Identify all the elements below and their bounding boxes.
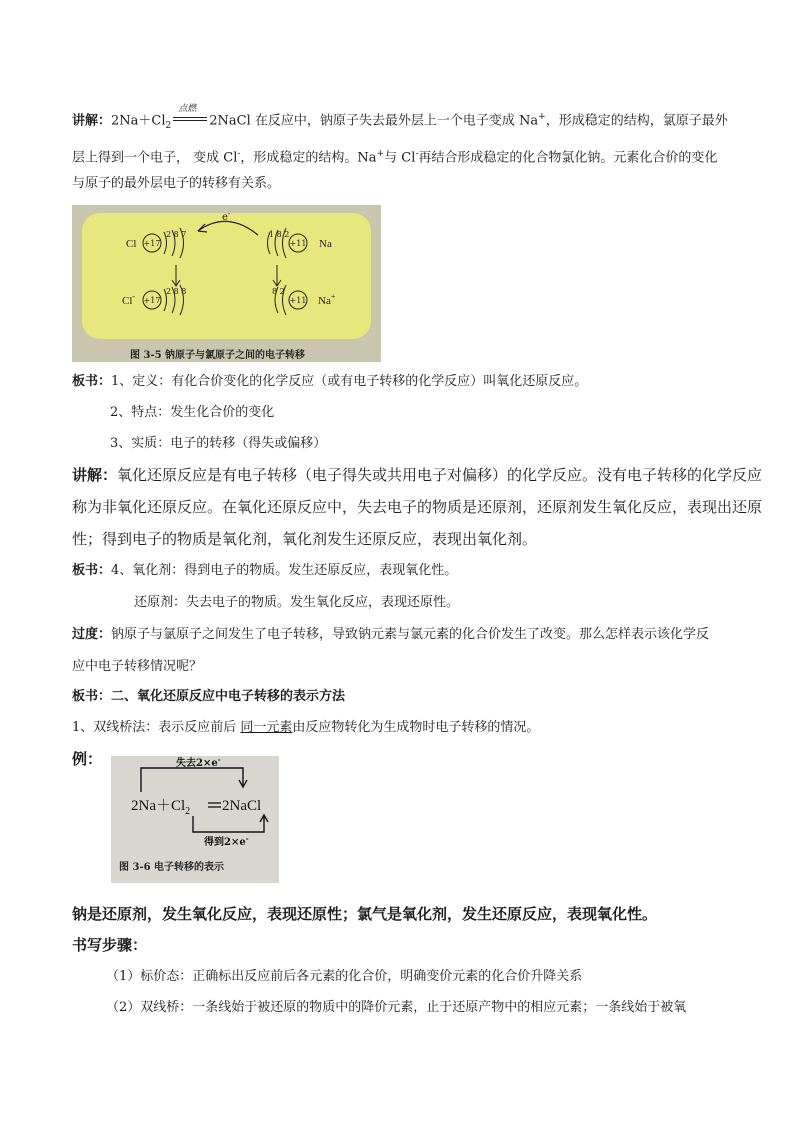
equation-right: 2NaCl	[209, 113, 251, 129]
electron-arrow	[198, 221, 258, 235]
cl-shell-numbers: 2 8 7	[166, 230, 187, 239]
summary-statement: 钠是还原剂，发生氧化反应，表现还原性；氯气是氧化剂，发生还原反应，表现氧化性。	[72, 905, 658, 923]
lead-label: 讲解：	[72, 113, 112, 129]
top-bridge-label: 失去2×e-	[176, 756, 221, 769]
text: 氧化还原反应是有电子转移（电子得失或共用电子对偏移）的化学反应。没有电子转移的化学反应	[117, 466, 763, 484]
superscript: +	[538, 112, 546, 122]
na-ion-symbol: Na+	[318, 292, 336, 307]
condition-text: 点燃	[178, 104, 197, 115]
board-definition	[72, 373, 587, 391]
example-label: 例：	[72, 750, 103, 768]
cl-ion-shell-numbers: 2 8 8	[166, 287, 187, 296]
cl-ion-symbol: Cl-	[122, 292, 136, 307]
electron-label: e-	[222, 210, 231, 223]
board-heading	[72, 688, 345, 706]
paragraph-line: 与原子的最外层电子的转移有关系。	[72, 176, 281, 191]
cl-ion-nucleus-charge: +17	[143, 296, 161, 305]
board-essence: 3、实质：电子的转移（得失或偏移）	[110, 436, 327, 451]
reaction-arrow	[173, 104, 207, 124]
underlined-term: 同一元素	[240, 720, 293, 735]
equation-right: 2NaCl	[222, 798, 262, 814]
figure-electron-representation	[111, 756, 279, 883]
paragraph-line	[72, 145, 717, 167]
lead-label: 讲解：	[72, 466, 118, 484]
figure-caption: 图 3-6 电子转移的表示	[119, 862, 225, 873]
lead-label: 板书：	[72, 374, 112, 389]
step-2: （2）双线桥：一条线始于被还原的物质中的降价元素，止于还原产物中的相应元素；一条线始于被氧	[106, 1000, 687, 1015]
bottom-bridge-line	[193, 816, 264, 832]
superscript: -	[237, 149, 241, 159]
text: ，形成稳定的结构，氯原子最外	[545, 113, 728, 129]
equation-left: $2Na+Cl_2$	[131, 798, 191, 817]
steps-title: 书写步骤：	[72, 936, 148, 954]
superscript: +	[376, 149, 385, 159]
paragraph-transition	[72, 626, 709, 644]
figure-electron-transfer	[72, 205, 381, 362]
electron-transfer-diagram	[72, 205, 381, 362]
step-1: （1）标价态：正确标出反应前后各元素的化合价，明确变价元素的化合价升降关系	[106, 969, 583, 984]
lead-label: 板书：	[72, 563, 112, 578]
na-shell-numbers: 1 8 2	[269, 230, 290, 239]
paragraph-explanation-2	[72, 466, 762, 484]
na-nucleus-charge: +11	[289, 239, 307, 248]
text: 1、双线桥法：表示反应前后	[72, 720, 241, 735]
text: 在反应中，钠原子失去最外层上一个电子变成 Na	[250, 113, 539, 129]
cl-symbol: Cl	[126, 238, 137, 250]
na-ion-nucleus-charge: +11	[289, 296, 307, 305]
na-ion-shell-numbers: 8 2	[272, 287, 285, 296]
paragraph-line: 称为非氧化还原反应。在氧化还原反应中，失去电子的物质是还原剂，还原剂发生氧化反应，表现出还原	[72, 498, 763, 516]
paragraph-explanation-1	[72, 104, 728, 135]
subscript: 2	[165, 120, 172, 131]
board-reductant: 还原剂：失去电子的物质。发生氧化反应，表现还原性。	[134, 595, 460, 610]
text: ，形成稳定的结构。Na	[240, 150, 377, 166]
paragraph-line: 应中电子转移情况呢？	[72, 659, 203, 674]
cl-nucleus-charge: +17	[143, 239, 161, 248]
board-oxidant	[72, 562, 457, 580]
text: 二、氧化还原反应中电子转移的表示方法	[111, 689, 346, 704]
bottom-bridge-label: 得到2×e-	[204, 834, 249, 848]
text: 再结合形成稳定的化合物氯化钠。元素化合价的变化	[418, 150, 718, 166]
text: 层上得到一个电子， 变成 Cl	[72, 150, 238, 166]
paragraph-line: 性；得到电子的物质是氧化剂，氧化剂发生还原反应，表现出氧化剂。	[72, 530, 538, 548]
equation-left: 2Na＋Cl	[111, 113, 166, 129]
figure-caption: 图 3-5 钠原子与氯原子之间的电子转移	[130, 350, 306, 361]
na-symbol: Na	[319, 238, 332, 250]
superscript: -	[415, 149, 419, 159]
text: 4、氧化剂：得到电子的物质。发生还原反应，表现氧化性。	[111, 563, 458, 578]
lead-label: 过度：	[72, 627, 112, 642]
double-bridge-method	[72, 719, 539, 737]
board-feature: 2、特点：发生化合价的变化	[110, 405, 275, 420]
text: 1、定义：有化合价变化的化学反应（或有电子转移的化学反应）叫氧化还原反应。	[111, 374, 588, 389]
text: 钠原子与氯原子之间发生了电子转移，导致钠元素与氯元素的化合价发生了改变。那么怎样表示该化学反	[111, 627, 710, 642]
lead-label: 板书：	[72, 689, 112, 704]
top-bridge-line	[141, 768, 243, 792]
text: 由反应物转化为生成物时电子转移的情况。	[292, 720, 540, 735]
text: 与 Cl	[384, 150, 416, 166]
